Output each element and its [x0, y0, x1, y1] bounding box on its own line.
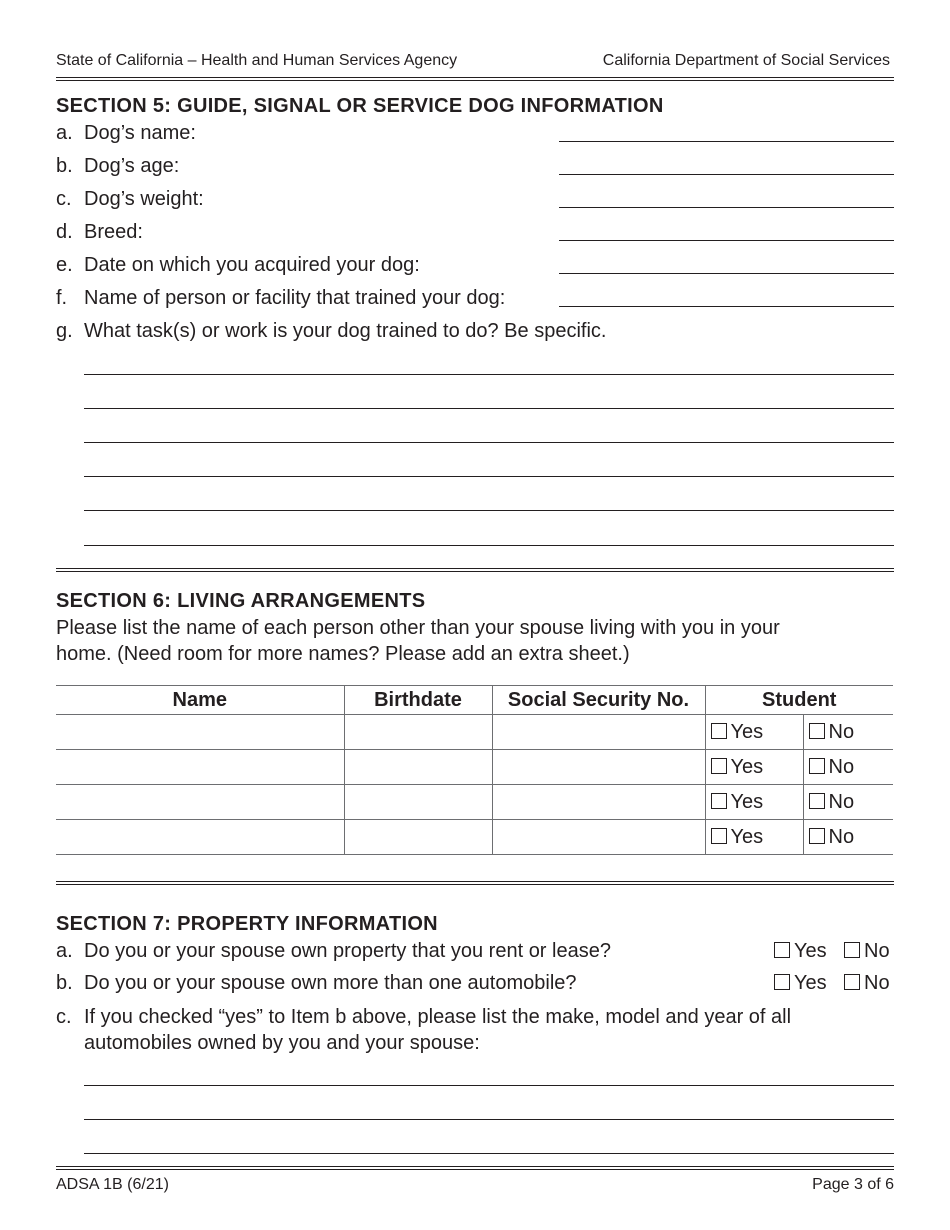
item-letter: b.: [56, 155, 73, 177]
breed-label: Breed:: [84, 221, 143, 243]
item-letter: c.: [56, 188, 72, 210]
student-yes-option[interactable]: [705, 715, 803, 750]
yes-label: Yes: [730, 720, 764, 743]
student-no-option[interactable]: [803, 820, 893, 855]
student-no-option[interactable]: [803, 785, 893, 820]
ssn-cell[interactable]: [492, 785, 705, 820]
column-header-name: Name: [56, 686, 344, 715]
automobiles-line[interactable]: [84, 1153, 894, 1154]
header-divider: [56, 77, 894, 81]
checkbox-icon[interactable]: [711, 758, 727, 774]
dog-tasks-line[interactable]: [84, 476, 894, 477]
student-no-option[interactable]: [803, 750, 893, 785]
checkbox-icon[interactable]: [774, 974, 790, 990]
dog-tasks-line[interactable]: [84, 510, 894, 511]
yes-label: Yes: [794, 940, 827, 962]
automobiles-question: Do you or your spouse own more than one automobile?: [84, 972, 577, 994]
yes-label: Yes: [730, 755, 764, 778]
no-label: No: [828, 825, 855, 848]
student-yes-option[interactable]: [705, 785, 803, 820]
breed-field[interactable]: [559, 240, 894, 241]
name-cell[interactable]: [56, 785, 344, 820]
page-number: Page 3 of 6: [812, 1176, 894, 1193]
item-letter: d.: [56, 221, 73, 243]
rental-property-yes-option[interactable]: [774, 940, 827, 963]
checkbox-icon[interactable]: [809, 723, 825, 739]
checkbox-icon[interactable]: [711, 828, 727, 844]
item-letter: c.: [56, 1006, 72, 1028]
name-cell[interactable]: [56, 715, 344, 750]
form-id: ADSA 1B (6/21): [56, 1176, 169, 1193]
section-divider: [56, 568, 894, 572]
section-5-title: SECTION 5: GUIDE, SIGNAL OR SERVICE DOG INFORMATION: [56, 95, 664, 117]
checkbox-icon[interactable]: [809, 828, 825, 844]
dog-tasks-line[interactable]: [84, 374, 894, 375]
checkbox-icon[interactable]: [711, 793, 727, 809]
trainer-label: Name of person or facility that trained your dog:: [84, 287, 506, 309]
name-cell[interactable]: [56, 750, 344, 785]
dog-tasks-line[interactable]: [84, 545, 894, 546]
yes-label: Yes: [794, 972, 827, 994]
section-6-instructions: home. (Need room for more names? Please add an extra sheet.): [56, 643, 630, 665]
dog-tasks-line[interactable]: [84, 408, 894, 409]
automobiles-yes-option[interactable]: [774, 972, 827, 995]
birthdate-cell[interactable]: [344, 750, 492, 785]
checkbox-icon[interactable]: [844, 942, 860, 958]
automobiles-list-instructions: If you checked “yes” to Item b above, please list the make, model and year of all: [84, 1006, 792, 1028]
dog-age-label: Dog’s age:: [84, 155, 180, 177]
item-letter: b.: [56, 972, 73, 994]
rental-property-no-option[interactable]: [844, 940, 890, 963]
column-header-ssn: Social Security No.: [492, 686, 705, 715]
section-7-title: SECTION 7: PROPERTY INFORMATION: [56, 913, 438, 935]
table-row: [56, 820, 893, 855]
no-label: No: [864, 972, 890, 994]
student-yes-option[interactable]: [705, 750, 803, 785]
checkbox-icon[interactable]: [809, 793, 825, 809]
no-label: No: [828, 755, 855, 778]
ssn-cell[interactable]: [492, 820, 705, 855]
dog-name-field[interactable]: [559, 141, 894, 142]
dog-name-label: Dog’s name:: [84, 122, 196, 144]
section-divider: [56, 881, 894, 885]
yes-label: Yes: [730, 790, 764, 813]
dog-tasks-label: What task(s) or work is your dog trained to do? Be specific.: [84, 320, 607, 342]
section-6-title: SECTION 6: LIVING ARRANGEMENTS: [56, 590, 426, 612]
trainer-field[interactable]: [559, 306, 894, 307]
automobiles-line[interactable]: [84, 1085, 894, 1086]
table-row: [56, 750, 893, 785]
item-letter: f.: [56, 287, 68, 309]
dog-weight-label: Dog’s weight:: [84, 188, 204, 210]
no-label: No: [828, 790, 855, 813]
dog-age-field[interactable]: [559, 174, 894, 175]
item-letter: e.: [56, 254, 73, 276]
item-letter: a.: [56, 122, 73, 144]
item-letter: a.: [56, 940, 73, 962]
ssn-cell[interactable]: [492, 715, 705, 750]
student-no-option[interactable]: [803, 715, 893, 750]
section-6-instructions: Please list the name of each person other than your spouse living with you in your: [56, 617, 780, 639]
checkbox-icon[interactable]: [844, 974, 860, 990]
table-row: [56, 785, 893, 820]
column-header-student: Student: [705, 686, 893, 715]
birthdate-cell[interactable]: [344, 785, 492, 820]
checkbox-icon[interactable]: [809, 758, 825, 774]
ssn-cell[interactable]: [492, 750, 705, 785]
footer-divider: [56, 1166, 894, 1170]
no-label: No: [828, 720, 855, 743]
automobiles-line[interactable]: [84, 1119, 894, 1120]
checkbox-icon[interactable]: [774, 942, 790, 958]
rental-property-question: Do you or your spouse own property that you rent or lease?: [84, 940, 611, 962]
yes-label: Yes: [730, 825, 764, 848]
name-cell[interactable]: [56, 820, 344, 855]
birthdate-cell[interactable]: [344, 715, 492, 750]
student-yes-option[interactable]: [705, 820, 803, 855]
automobiles-no-option[interactable]: [844, 972, 890, 995]
living-arrangements-table: [56, 685, 893, 855]
header-department: California Department of Social Services: [602, 52, 890, 69]
item-letter: g.: [56, 320, 73, 342]
header-agency: State of California – Health and Human Services Agency: [56, 52, 458, 69]
automobiles-list-instructions: automobiles owned by you and your spouse:: [84, 1032, 480, 1054]
dog-tasks-line[interactable]: [84, 442, 894, 443]
no-label: No: [864, 940, 890, 962]
column-header-birthdate: Birthdate: [344, 686, 492, 715]
checkbox-icon[interactable]: [711, 723, 727, 739]
birthdate-cell[interactable]: [344, 820, 492, 855]
acquired-date-field[interactable]: [559, 273, 894, 274]
dog-weight-field[interactable]: [559, 207, 894, 208]
acquired-date-label: Date on which you acquired your dog:: [84, 254, 420, 276]
table-row: [56, 715, 893, 750]
